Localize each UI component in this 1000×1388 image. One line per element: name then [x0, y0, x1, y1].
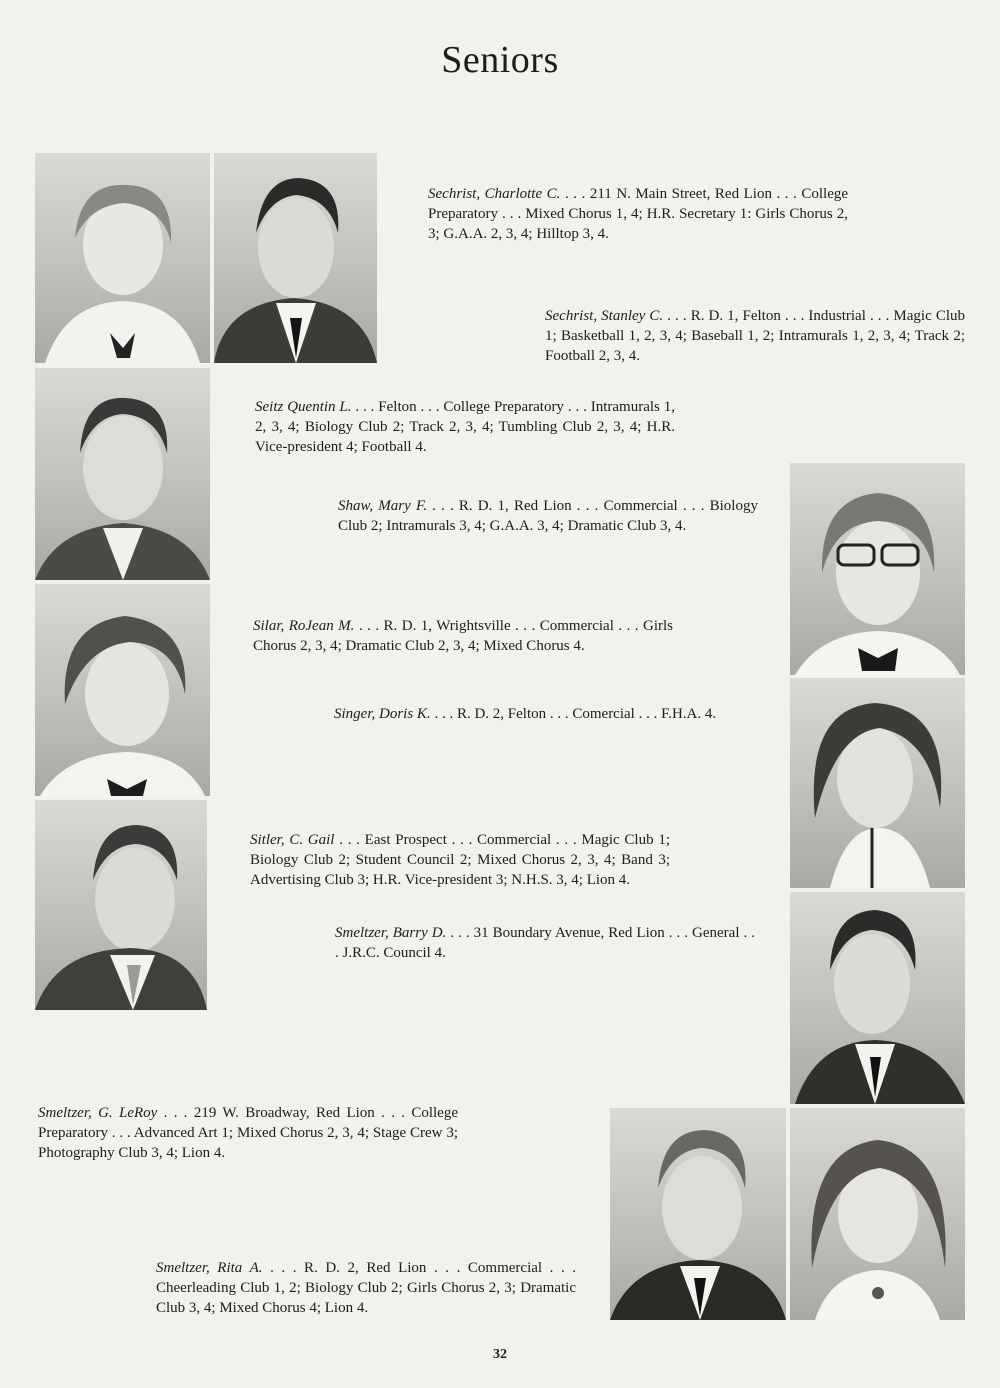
page-title: Seniors: [441, 39, 559, 81]
senior-name: Smeltzer, Barry D.: [335, 925, 447, 941]
portrait-photo-rojean-silar: [35, 584, 210, 796]
portrait-photo-rita-smeltzer: [790, 1108, 965, 1320]
senior-entry-barry-smeltzer: [335, 923, 755, 963]
portrait-photo-stanley-sechrist: [214, 153, 377, 363]
senior-entry-mary-shaw: [338, 496, 758, 536]
senior-details: . . . Felton . . . College Preparatory . . . Intramurals 1, 2, 3, 4; Biology Club 2; Track 2, 3, 4; Tumbling Club 2, 3, 4; H.R. Vice-president 4; Football 4.: [255, 399, 675, 455]
senior-entry-gail-sitler: [250, 830, 670, 890]
senior-name: Smeltzer, G. LeRoy: [38, 1105, 158, 1121]
senior-name: Silar, RoJean M.: [253, 618, 355, 634]
portrait-photo-mary-shaw: [790, 463, 965, 675]
portrait-photo-gail-sitler: [35, 800, 207, 1010]
portrait-photo-quentin-seitz: [35, 368, 210, 580]
portrait-photo-leroy-smeltzer: [610, 1108, 786, 1320]
portrait-photo-barry-smeltzer: [790, 892, 965, 1104]
senior-entry-doris-singer: [334, 704, 754, 724]
portrait-photo-charlotte-sechrist: [35, 153, 210, 363]
senior-entry-rita-smeltzer: [156, 1258, 576, 1318]
senior-details: . . . R. D. 1, Felton . . . Industrial . . . Magic Club 1; Basketball 1, 2, 3, 4; Baseball 1, 2; Intramurals 1, 2, 3, 4; Track 2; Football 2, 3, 4.: [545, 308, 966, 364]
senior-details: . . . R. D. 2, Red Lion . . . Commercial . . . Cheerleading Club 1, 2; Biology Club 2; Girls Chorus 2, 3; Dramatic Club 3, 4; Mixed Chorus 4; Lion 4.: [156, 1260, 577, 1316]
senior-details: . . . 31 Boundary Avenue, Red Lion . . . General . . . J.R.C. Council 4.: [335, 925, 756, 961]
page-number: 32: [493, 1347, 507, 1362]
senior-name: Singer, Doris K.: [334, 706, 431, 722]
senior-details: . . . R. D. 2, Felton . . . Comercial . . . F.H.A. 4.: [434, 706, 717, 722]
senior-entry-rojean-silar: [253, 616, 673, 656]
senior-details: . . . East Prospect . . . Commercial . . . Magic Club 1; Biology Club 2; Student Council 2; Mixed Chorus 2, 3, 4; Band 3; Advertising Club 3; H.R. Vice-president 3; N.H.S. 3, 4; Lion 4.: [250, 832, 670, 888]
senior-name: Seitz Quentin L.: [255, 399, 352, 415]
senior-name: Sitler, C. Gail: [250, 832, 335, 848]
senior-details: . . . R. D. 1, Wrightsville . . . Commercial . . . Girls Chorus 2, 3, 4; Dramatic Club 2, 3, 4; Mixed Chorus 4.: [253, 618, 673, 654]
senior-entry-leroy-smeltzer: [38, 1103, 458, 1163]
senior-entry-stanley-sechrist: [545, 306, 965, 366]
senior-details: . . . 211 N. Main Street, Red Lion . . . College Preparatory . . . Mixed Chorus 1, 4; H.R. Secretary 1: Girls Chorus 2, 3; G.A.A. 2, 3, 4; Hilltop 3, 4.: [428, 186, 849, 242]
portrait-photo-doris-singer: [790, 678, 965, 888]
senior-name: Sechrist, Stanley C.: [545, 308, 664, 324]
senior-details: . . . 219 W. Broadway, Red Lion . . . College Preparatory . . . Advanced Art 1; Mixed Chorus 2, 3, 4; Stage Crew 3; Photography Club 3, 4; Lion 4.: [38, 1105, 458, 1161]
senior-entry-charlotte-sechrist: [428, 184, 848, 244]
senior-name: Sechrist, Charlotte C.: [428, 186, 561, 202]
senior-name: Shaw, Mary F.: [338, 498, 427, 514]
senior-entry-quentin-seitz: [255, 397, 675, 457]
senior-name: Smeltzer, Rita A.: [156, 1260, 263, 1276]
senior-details: . . . R. D. 1, Red Lion . . . Commercial . . . Biology Club 2; Intramurals 3, 4; G.A.A. 3, 4; Dramatic Club 3, 4.: [338, 498, 758, 534]
